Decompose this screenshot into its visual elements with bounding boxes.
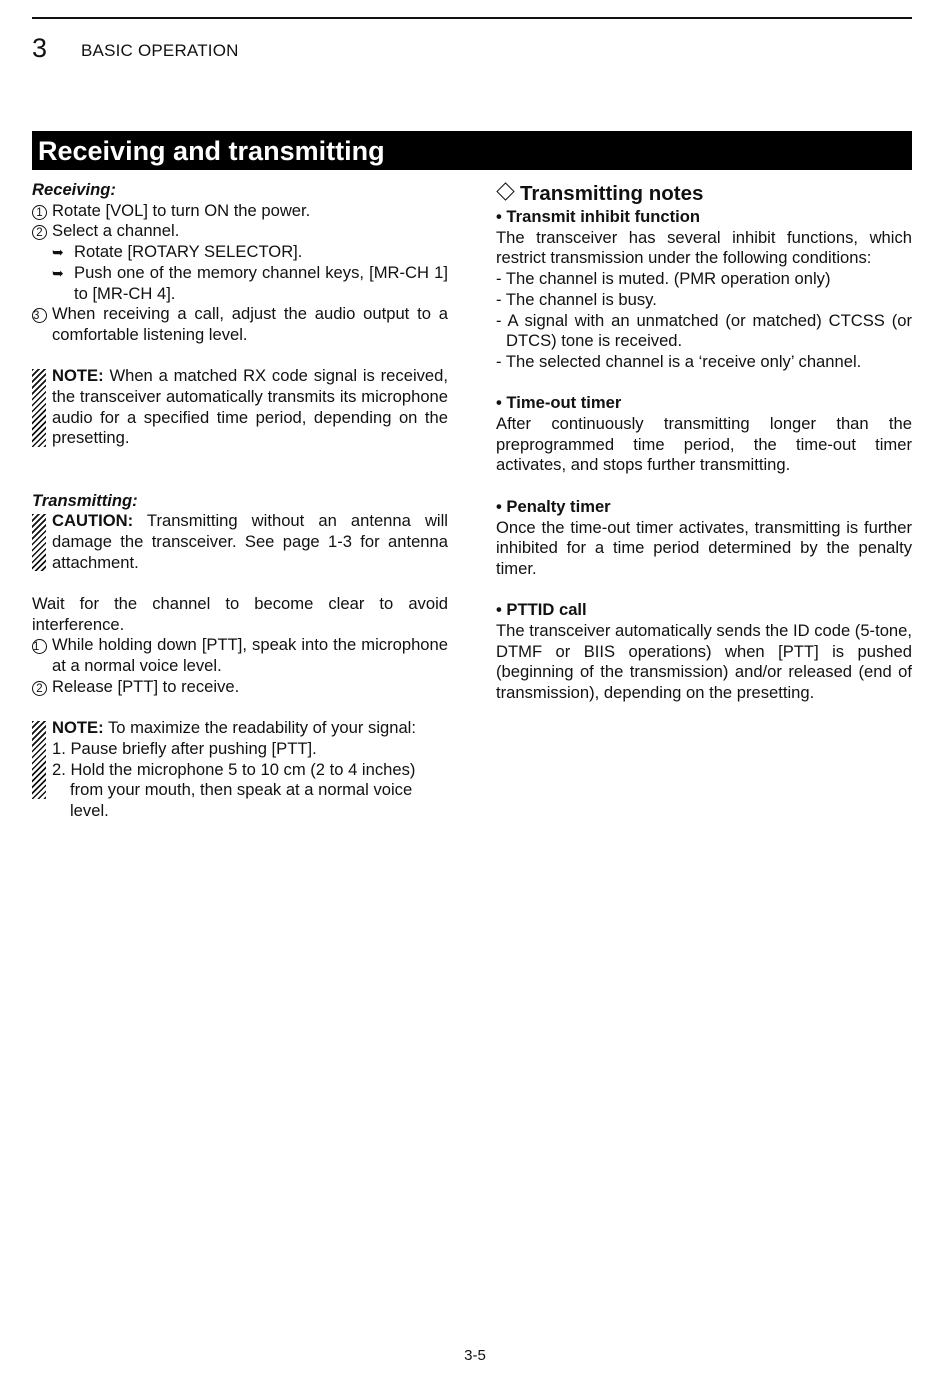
hatch-marker-icon (32, 514, 46, 571)
page-number: 3-5 (464, 1347, 486, 1364)
header-rule (32, 17, 912, 19)
inhibit-intro: The transceiver has several inhibit functions, which restrict transmission under the following conditions: (496, 227, 912, 268)
inhibit-condition: - The selected channel is a ‘receive only’ channel. (496, 351, 862, 371)
hatch-marker-icon (32, 721, 46, 799)
section-title-bar (32, 131, 912, 170)
pttid-heading: • PTTID call (496, 600, 587, 620)
penalty-heading: • Penalty timer (496, 496, 611, 516)
receiving-step-2 (32, 221, 448, 242)
note-text: When a matched RX code signal is received, the transceiver automatically transmits its microphone audio for a specified time period, depending on the presetting. (52, 366, 448, 448)
circled-number: 3 (32, 308, 47, 323)
substep-text: Push one of the memory channel keys, [MR-CH 1] to [MR-CH 4]. (74, 262, 448, 303)
receiving-heading: Receiving: (32, 180, 116, 199)
step-text: Select a channel. (52, 221, 180, 241)
pttid-text: The transceiver automatically sends the ID code (5-tone, DTMF or BIIS operations) when [PTT] is pushed (beginning of the transmission) and/or released (end of transmission), depending on the presetting. (496, 621, 912, 703)
receiving-substep (32, 263, 448, 304)
note-text: To maximize the readability of your signal: (107, 718, 416, 738)
arrow-icon: ➥ (52, 244, 64, 261)
arrow-icon: ➥ (52, 264, 64, 281)
receiving-substep (32, 242, 448, 263)
note-list-item: 2. Hold the microphone 5 to 10 cm (2 to 4 inches) from your mouth, then speak at a normal voice level. (52, 759, 416, 821)
step-text: Rotate [VOL] to turn ON the power. (52, 200, 311, 220)
timeout-text: After continuously transmitting longer than the preprogrammed time period, the time-out timer activates, and stops further transmitting. (496, 414, 912, 475)
transmitting-notes-title: Transmitting notes (520, 182, 704, 205)
caution-text: Transmitting without an antenna will damage the transceiver. See page 1-3 for antenna attachment. (52, 511, 448, 572)
circled-number: 1 (32, 205, 47, 220)
inhibit-condition: - The channel is muted. (PMR operation only) (496, 269, 831, 289)
caution-block (32, 511, 448, 573)
section-title: Receiving and transmitting (38, 136, 385, 166)
inhibit-condition: - The channel is busy. (496, 289, 657, 309)
timeout-heading: • Time-out timer (496, 393, 622, 413)
left-column (32, 180, 448, 822)
note-block (32, 366, 448, 449)
inhibit-heading: • Transmit inhibit function (496, 207, 701, 226)
right-column (496, 180, 912, 704)
substep-text: Rotate [ROTARY SELECTOR]. (74, 242, 303, 262)
step-text: While holding down [PTT], speak into the microphone at a normal voice level. (52, 635, 448, 676)
step-text: When receiving a call, adjust the audio output to a comfortable listening level. (52, 304, 448, 344)
transmit-step-1 (32, 635, 448, 676)
circled-number: 2 (32, 681, 47, 696)
hatch-marker-icon (32, 369, 46, 447)
wait-paragraph: Wait for the channel to become clear to avoid interference. (32, 594, 448, 634)
circled-number: 2 (32, 225, 47, 240)
circled-number: 1 (32, 639, 47, 654)
receiving-step-3 (32, 304, 448, 345)
transmit-step-2 (32, 677, 448, 698)
note-block (32, 718, 448, 822)
note-label: NOTE: (52, 718, 104, 738)
diamond-icon (496, 182, 514, 200)
receiving-step-1 (32, 201, 448, 222)
inhibit-condition: - A signal with an unmatched (or matched) CTCSS (or DTCS) tone is received. (496, 310, 912, 351)
note-label: NOTE: (52, 366, 104, 386)
chapter-number: 3 (32, 33, 48, 63)
transmitting-notes-heading (496, 180, 912, 207)
step-text: Release [PTT] to receive. (52, 676, 240, 696)
caution-label: CAUTION: (52, 511, 134, 531)
note-list-item: 1. Pause briefly after pushing [PTT]. (52, 738, 317, 758)
transmitting-heading: Transmitting: (32, 490, 138, 510)
chapter-title: BASIC OPERATION (81, 41, 239, 60)
penalty-text: Once the time-out timer activates, transmitting is further inhibited for a time period determined by the penalty timer. (496, 517, 912, 578)
